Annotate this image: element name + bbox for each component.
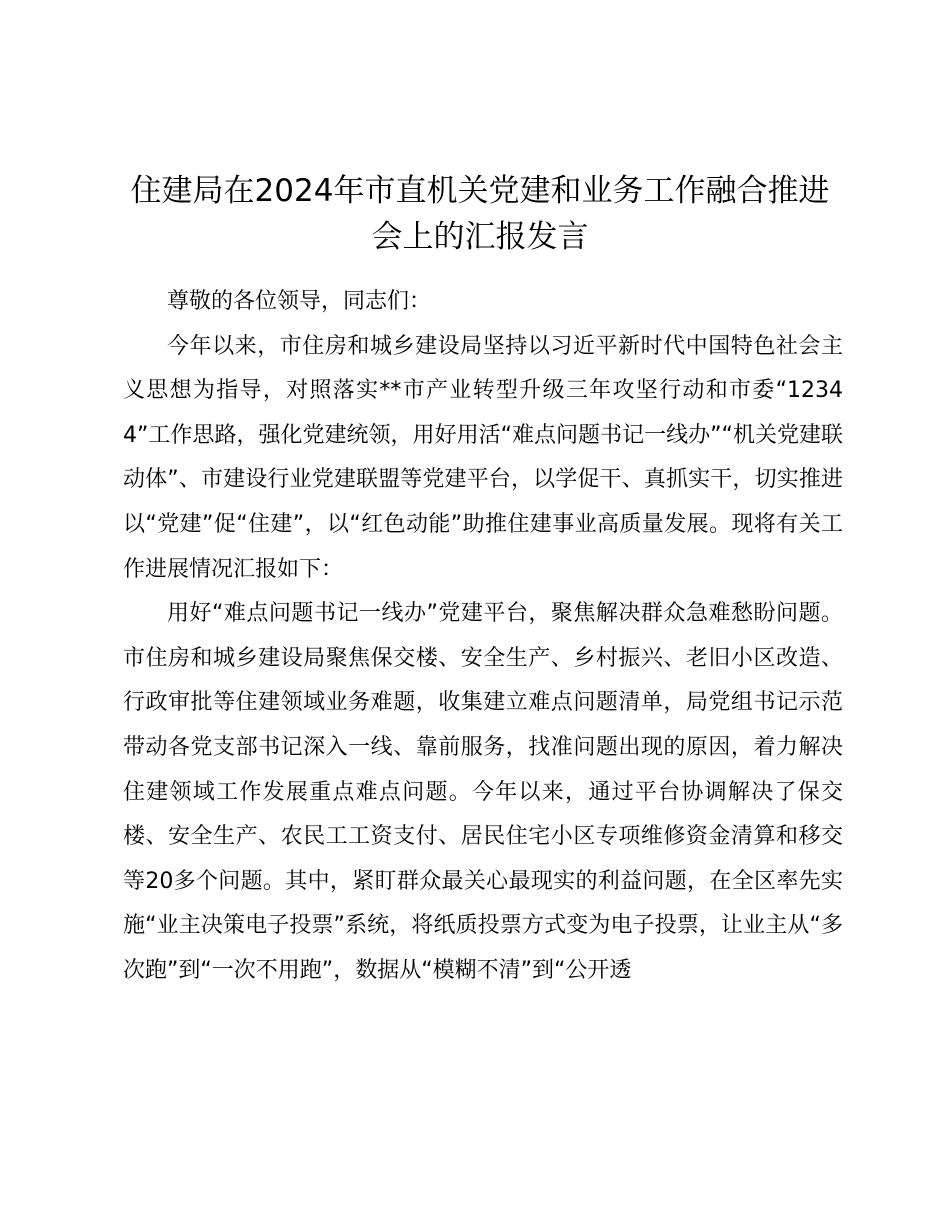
section-paragraph: 用好“难点问题书记一线办”党建平台，聚焦解决群众急难愁盼问题。市住房和城乡建设局聚焦保交楼、安全生产、乡村振兴、老旧小区改造、行政审批等住建领域业务难题，收集建立难点问题清单，局党组书记示范带动各党支部书记深入一线、靠前服务，找准问题出现的原因，着力解决住建领域工作发展重点难点问题。今年以来，通过平台协调解决了保交楼、安全生产、农民工工资支付、居民住宅小区专项维修资金清算和移交等20多个问题。其中，紧盯群众最关心最现实的利益问题，在全区率先实施“业主决策电子投票”系统，将纸质投票方式变为电子投票，让业主从“多次跑”到“一次不用跑”，数据从“模糊不清”到“公开透: [123, 601, 843, 983]
intro-paragraph: 今年以来，市住房和城乡建设局坚持以习近平新时代中国特色社会主义思想为指导，对照落实**市产业转型升级三年攻坚行动和市委“12344”工作思路，强化党建统领，用好用活“难点问题书记一线办”“机关党建联动体”、市建设行业党建联盟等党建平台，以学促干、真抓实干，切实推进以“党建”促“住建”，以“红色动能”助推住建事业高质量发展。现将有关工作进展情况汇报如下：: [123, 333, 843, 582]
document-title: 住建局在2024年市直机关党建和业务工作融合推进会上的汇报发言: [130, 173, 830, 255]
document-body: [123, 280, 843, 994]
salutation-paragraph: 尊敬的各位领导，同志们：: [167, 289, 432, 314]
